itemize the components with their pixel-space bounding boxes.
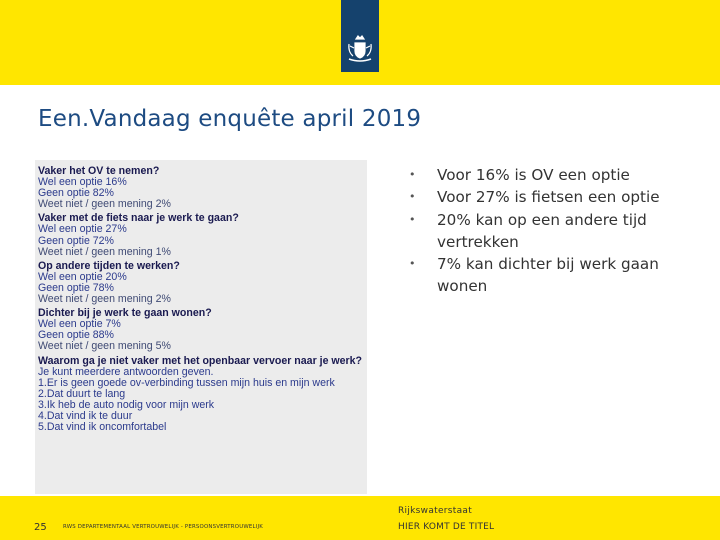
survey-question: Vaker het OV te nemen? [38,165,160,177]
bullet-text: 7% kan dichter bij werk gaan wonen [437,255,659,296]
survey-question: Dichter bij je werk te gaan wonen? [38,307,212,320]
bullet-list [406,164,706,298]
bullet-item [406,253,706,298]
survey-answer: Wel een optie 20% [38,270,127,283]
survey-question: Op andere tijden te werken? [38,259,180,272]
survey-reason: 5.Dat vind ik oncomfortabel [38,421,167,434]
header-band [0,0,720,85]
organization-name: Rijkswaterstaat [398,506,473,516]
survey-question: Vaker met de fiets naar je werk te gaan? [38,212,239,225]
emblem-bar [341,0,379,72]
bullet-marker: • [409,257,416,271]
bullet-item [406,164,706,186]
survey-final-note: Je kunt meerdere antwoorden geven. [38,365,214,378]
survey-results-image [35,160,367,494]
footer-title: HIER KOMT DE TITEL [398,522,495,532]
survey-reason: 4.Dat vind ik te duur [38,409,133,422]
bullet-text: Voor 27% is fietsen een optie [437,188,660,207]
survey-answer: Wel een optie 7% [38,318,121,331]
survey-final-question: Waarom ga je niet vaker met het openbaar vervoer naar je werk? [38,354,363,367]
survey-answer: Weet niet / geen mening 2% [38,198,171,211]
survey-answer: Wel een optie 16% [38,176,127,189]
page-title: Een.Vandaag enquête april 2019 [38,106,422,132]
bullet-text: 20% kan op een andere tijd vertrekken [437,210,647,251]
footer-strip [0,496,720,540]
survey-answer: Weet niet / geen mening 2% [38,293,171,306]
survey-answer: Geen optie 82% [38,187,114,200]
survey-answer: Geen optie 72% [38,234,114,247]
bullet-marker: • [409,190,416,204]
bullet-marker: • [409,212,416,226]
classification-label: RWS DEPARTEMENTAAL VERTROUWELIJK - PERSOONSVERTROUWELIJK [63,524,263,530]
page-number: 25 [34,522,47,533]
bullet-item [406,209,706,254]
royal-coat-of-arms-icon [346,34,374,64]
survey-answer: Geen optie 88% [38,329,114,342]
bullet-marker: • [409,168,416,181]
survey-reason: 1.Er is geen goede ov-verbinding tussen mijn huis en mijn werk [38,376,335,389]
bullet-text: Voor 16% is OV een optie [437,166,630,184]
survey-answer: Wel een optie 27% [38,223,127,236]
survey-answer: Weet niet / geen mening 5% [38,340,171,353]
survey-reason: 2.Dat duurt te lang [38,387,126,400]
survey-answer: Weet niet / geen mening 1% [38,245,171,258]
bullet-item [406,186,706,208]
survey-reason: 3.Ik heb de auto nodig voor mijn werk [38,398,215,411]
survey-answer: Geen optie 78% [38,281,114,294]
